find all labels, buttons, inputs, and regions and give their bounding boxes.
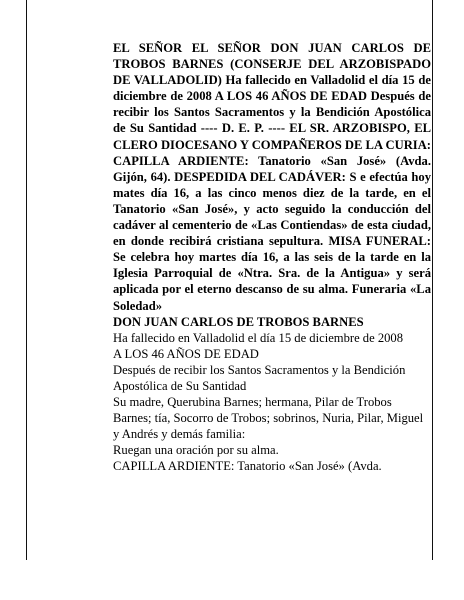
age-line: A LOS 46 AÑOS DE EDAD <box>113 346 259 361</box>
prayer-request-line: Ruegan una oración por su alma. <box>113 443 279 458</box>
left-column-rule <box>26 0 27 560</box>
sacraments-line: Después de recibir los Santos Sacramentos y la Bendición Apostólica de Su Santidad <box>113 362 406 393</box>
chapel-line: CAPILLA ARDIENTE: Tanatorio «San José» (Avda. <box>113 459 382 474</box>
deceased-name-heading: DON JUAN CARLOS DE TROBOS BARNES <box>113 314 364 329</box>
death-place-date: Ha fallecido en Valladolid el día 15 de diciembre de 2008 <box>113 330 404 345</box>
family-line: Su madre, Querubina Barnes; hermana, Pilar de Trobos Barnes; tía, Socorro de Trobos; sobrinos, Nuria, Pilar, Miguel y Andrés y demás familia: <box>113 395 424 442</box>
right-column-rule <box>432 0 433 560</box>
obituary-summary: EL SEÑOR EL SEÑOR DON JUAN CARLOS DE TROBOS BARNES (CONSERJE DEL ARZOBISPADO DE VALLADOLID) Ha fallecido en Valladolid el día 15 de diciembre de 2008 A LOS 46 AÑOS DE EDAD Después de recibir los Santos Sacramentos y la Bendición Apostólica de Su Santidad ---- D. E. P. ---- EL SR. ARZOBISPO, EL CLERO DIOCESANO Y COMPAÑEROS DE LA CURIA: CAPILLA ARDIENTE: Tanatorio «San José» (Avda. Gijón, 64). DESPEDIDA DEL CADÁVER: S e efectúa hoy mates día 16, a las cinco menos diez de la tarde, en el Tanatorio «San José», y acto seguido la conducción del cadáver al cementerio de «Las Contiendas» de esta ciudad, en donde recibirá cristiana sepultura. MISA FUNERAL: Se celebra hoy martes día 16, a las seis de la tarde en la Iglesia Parroquial de «Ntra. Sra. de la Antigua» y será aplicada por el eterno descanso de su alma. Funeraria «La Soledad» <box>113 41 431 313</box>
obituary-column <box>113 40 431 475</box>
